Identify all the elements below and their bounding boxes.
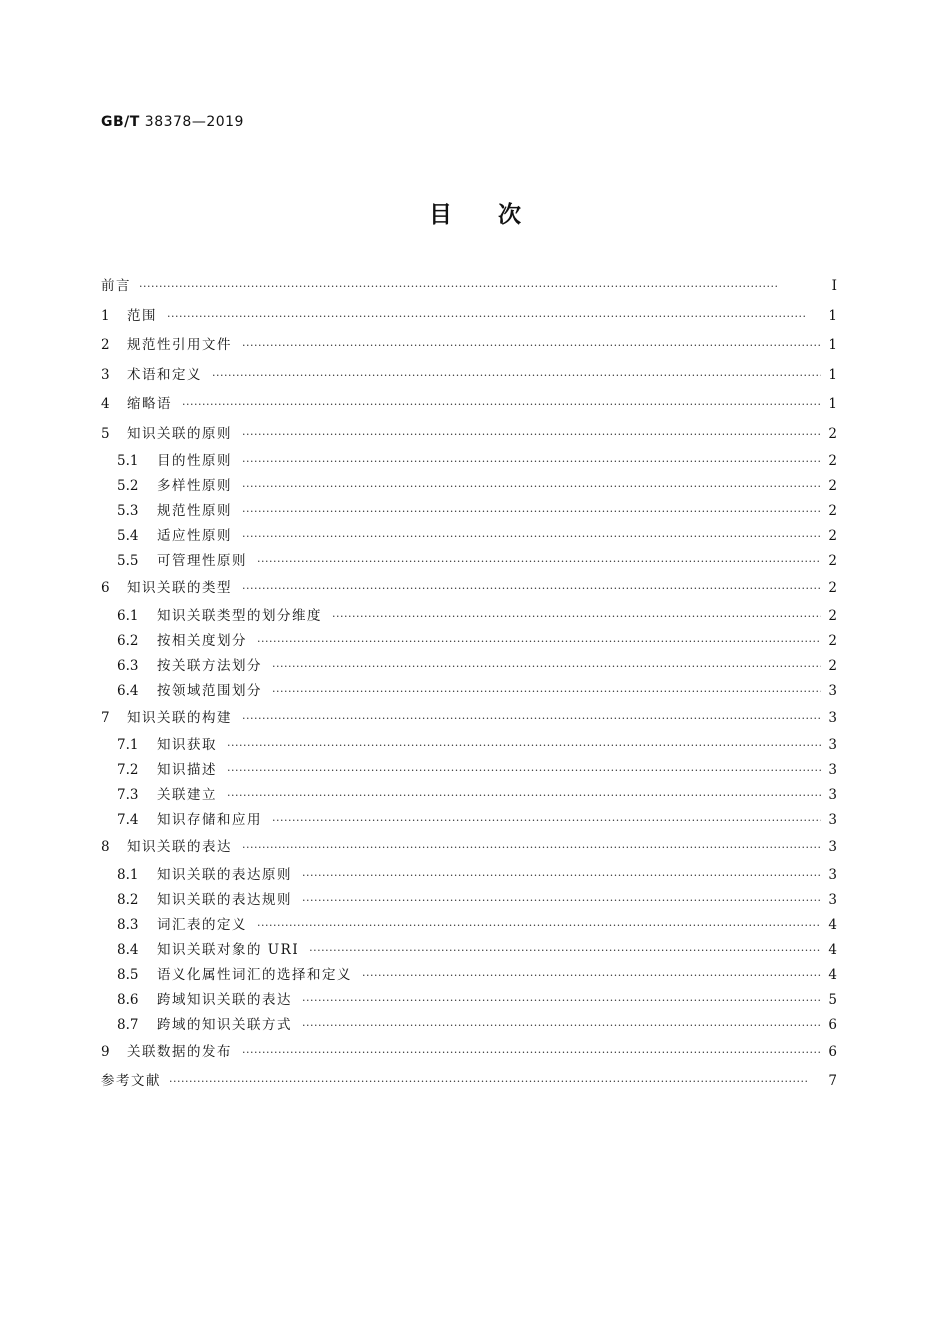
dot-leader <box>227 733 821 758</box>
toc-entry-title: 关联数据的发布 <box>127 1043 232 1060</box>
toc-entry-page: 3 <box>828 762 837 778</box>
toc-entry-number: 7.3 <box>117 787 139 803</box>
toc-entry-page: 3 <box>828 682 837 699</box>
dot-leader <box>169 1067 821 1097</box>
toc-entry-number: 5.1 <box>117 453 139 469</box>
toc-entry-title: 知识关联类型的划分维度 <box>157 607 322 624</box>
toc-entry-title: 参考文献 <box>101 1073 161 1089</box>
toc-entry-page: 3 <box>828 787 837 803</box>
toc-entry-title: 目的性原则 <box>157 453 232 469</box>
toc-entry-title: 跨域的知识关联方式 <box>157 1016 292 1033</box>
toc-entry[interactable] <box>101 629 837 654</box>
toc-entry-number: 7.2 <box>117 762 139 778</box>
toc-entry-number: 1 <box>101 307 110 324</box>
toc-entry-number: 8.7 <box>117 1016 139 1033</box>
dot-leader <box>242 1038 821 1068</box>
toc-entry[interactable] <box>101 1038 837 1068</box>
dot-leader <box>212 361 821 391</box>
dot-leader <box>272 679 821 704</box>
toc-entry[interactable] <box>101 1067 837 1097</box>
toc-entry-title: 前言 <box>101 278 131 294</box>
toc-entry-number: 7 <box>101 709 110 726</box>
table-of-contents <box>101 272 837 1097</box>
dot-leader <box>362 963 821 988</box>
toc-entry-number: 6 <box>101 580 110 596</box>
toc-entry-page: 2 <box>828 657 837 674</box>
toc-entry-title: 规范性原则 <box>157 503 232 519</box>
toc-entry-number: 8.1 <box>117 866 139 883</box>
toc-entry-title: 规范性引用文件 <box>127 337 232 353</box>
toc-entry[interactable] <box>101 449 837 474</box>
toc-entry[interactable] <box>101 331 837 361</box>
toc-entry[interactable] <box>101 938 837 963</box>
toc-entry[interactable] <box>101 679 837 704</box>
toc-entry-page: 3 <box>828 839 837 855</box>
toc-entry-title: 知识存储和应用 <box>157 812 262 828</box>
toc-entry-title: 缩略语 <box>127 396 172 412</box>
dot-leader <box>167 302 821 332</box>
toc-entry[interactable] <box>101 808 837 833</box>
toc-entry-title: 知识关联的表达 <box>127 839 232 855</box>
toc-entry-number: 8.5 <box>117 966 139 983</box>
toc-entry-page: 5 <box>828 991 837 1008</box>
toc-entry-page: 2 <box>828 632 837 649</box>
dot-leader <box>242 524 821 549</box>
toc-entry-title: 术语和定义 <box>127 366 202 383</box>
toc-entry-page: Ⅰ <box>831 278 837 294</box>
toc-entry[interactable] <box>101 704 837 734</box>
dot-leader <box>257 549 821 574</box>
toc-entry-title: 按关联方法划分 <box>157 657 262 674</box>
dot-leader <box>257 629 821 654</box>
toc-entry[interactable] <box>101 913 837 938</box>
toc-entry-number: 8 <box>101 839 110 855</box>
toc-entry-page: 2 <box>828 503 837 519</box>
toc-entry[interactable] <box>101 420 837 450</box>
toc-entry[interactable] <box>101 758 837 783</box>
toc-entry-number: 6.3 <box>117 657 139 674</box>
toc-entry-number: 5 <box>101 425 110 442</box>
toc-entry[interactable] <box>101 988 837 1013</box>
dot-leader <box>309 938 821 963</box>
toc-entry[interactable] <box>101 654 837 679</box>
toc-entry-number: 3 <box>101 366 110 383</box>
dot-leader <box>302 988 821 1013</box>
standard-code <box>101 114 244 130</box>
dot-leader <box>242 704 821 734</box>
toc-entry-title: 多样性原则 <box>157 478 232 494</box>
toc-entry-title: 知识关联对象的 URI <box>157 941 300 958</box>
toc-entry-page: 1 <box>828 366 837 383</box>
toc-entry-title: 语义化属性词汇的选择和定义 <box>157 966 352 983</box>
toc-entry-title: 适应性原则 <box>157 528 232 544</box>
toc-entry[interactable] <box>101 733 837 758</box>
toc-entry-title: 知识关联的表达规则 <box>157 891 292 908</box>
toc-entry[interactable] <box>101 524 837 549</box>
toc-entry[interactable] <box>101 474 837 499</box>
toc-entry-title: 词汇表的定义 <box>157 916 247 933</box>
toc-entry-title: 可管理性原则 <box>157 553 247 569</box>
toc-entry-page: 4 <box>828 916 837 933</box>
toc-entry-page: 1 <box>828 337 837 353</box>
toc-entry[interactable] <box>101 499 837 524</box>
dot-leader <box>242 474 821 499</box>
toc-entry-page: 2 <box>828 553 837 569</box>
toc-entry-title: 知识关联的构建 <box>127 709 232 726</box>
toc-entry-number: 8.6 <box>117 991 139 1008</box>
toc-entry-number: 9 <box>101 1043 110 1060</box>
dot-leader <box>302 888 821 913</box>
toc-entry[interactable] <box>101 272 837 302</box>
dot-leader <box>227 758 821 783</box>
dot-leader <box>242 499 821 524</box>
dot-leader <box>242 331 821 361</box>
toc-entry-number: 6.2 <box>117 632 139 649</box>
toc-entry-number: 8.3 <box>117 916 139 933</box>
toc-entry-title: 关联建立 <box>157 787 217 803</box>
toc-entry[interactable] <box>101 361 837 391</box>
dot-leader <box>242 833 821 863</box>
toc-entry-page: 7 <box>828 1073 837 1089</box>
toc-entry-title: 范围 <box>127 307 157 324</box>
dot-leader <box>257 913 821 938</box>
dot-leader <box>242 420 821 450</box>
page-title: 目 次 <box>429 201 521 228</box>
toc-entry-number: 5.5 <box>117 553 139 569</box>
toc-entry-title: 知识关联的类型 <box>127 580 232 596</box>
dot-leader <box>227 783 821 808</box>
toc-entry-page: 3 <box>828 737 837 753</box>
dot-leader <box>272 808 821 833</box>
toc-entry-page: 4 <box>828 966 837 983</box>
toc-entry-page: 3 <box>828 709 837 726</box>
toc-entry-number: 2 <box>101 337 110 353</box>
toc-entry-number: 4 <box>101 396 110 412</box>
toc-entry-title: 知识关联的原则 <box>127 425 232 442</box>
toc-entry[interactable] <box>101 863 837 888</box>
toc-entry-page: 1 <box>828 396 837 412</box>
toc-entry-page: 4 <box>828 941 837 958</box>
toc-entry[interactable] <box>101 549 837 574</box>
toc-entry-number: 5.4 <box>117 528 139 544</box>
standard-number: 38378—2019 <box>144 114 244 130</box>
toc-entry[interactable] <box>101 390 837 420</box>
dot-leader <box>272 654 821 679</box>
toc-entry-page: 2 <box>828 580 837 596</box>
toc-entry[interactable] <box>101 302 837 332</box>
standard-prefix: GB/T <box>101 114 140 130</box>
toc-entry-page: 2 <box>828 425 837 442</box>
dot-leader <box>302 1013 821 1038</box>
toc-entry-page: 6 <box>828 1043 837 1060</box>
dot-leader <box>332 604 821 629</box>
toc-entry-title: 知识关联的表达原则 <box>157 866 292 883</box>
toc-entry-number: 6.1 <box>117 607 139 624</box>
toc-entry-number: 8.2 <box>117 891 139 908</box>
toc-entry-page: 3 <box>828 866 837 883</box>
toc-entry-title: 知识获取 <box>157 737 217 753</box>
toc-entry[interactable] <box>101 963 837 988</box>
toc-entry-title: 知识描述 <box>157 762 217 778</box>
toc-entry-number: 7.1 <box>117 737 139 753</box>
toc-entry[interactable] <box>101 1013 837 1038</box>
dot-leader <box>242 574 821 604</box>
toc-entry[interactable] <box>101 574 837 604</box>
toc-entry-page: 2 <box>828 478 837 494</box>
toc-entry-number: 7.4 <box>117 812 139 828</box>
toc-entry-number: 5.3 <box>117 503 139 519</box>
toc-entry-page: 3 <box>828 891 837 908</box>
toc-entry-page: 3 <box>828 812 837 828</box>
toc-entry-title: 按领域范围划分 <box>157 682 262 699</box>
dot-leader <box>182 390 821 420</box>
toc-entry-title: 按相关度划分 <box>157 632 247 649</box>
toc-entry[interactable] <box>101 833 837 863</box>
toc-entry-page: 6 <box>828 1016 837 1033</box>
toc-entry-page: 2 <box>828 607 837 624</box>
dot-leader <box>302 863 821 888</box>
toc-entry-page: 1 <box>828 307 837 324</box>
toc-entry-title: 跨域知识关联的表达 <box>157 991 292 1008</box>
toc-entry[interactable] <box>101 783 837 808</box>
toc-entry-page: 2 <box>828 528 837 544</box>
toc-entry-page: 2 <box>828 453 837 469</box>
toc-entry[interactable] <box>101 888 837 913</box>
dot-leader <box>139 272 821 302</box>
toc-entry[interactable] <box>101 604 837 629</box>
dot-leader <box>242 449 821 474</box>
toc-entry-number: 5.2 <box>117 478 139 494</box>
toc-entry-number: 6.4 <box>117 682 139 699</box>
toc-entry-number: 8.4 <box>117 941 139 958</box>
